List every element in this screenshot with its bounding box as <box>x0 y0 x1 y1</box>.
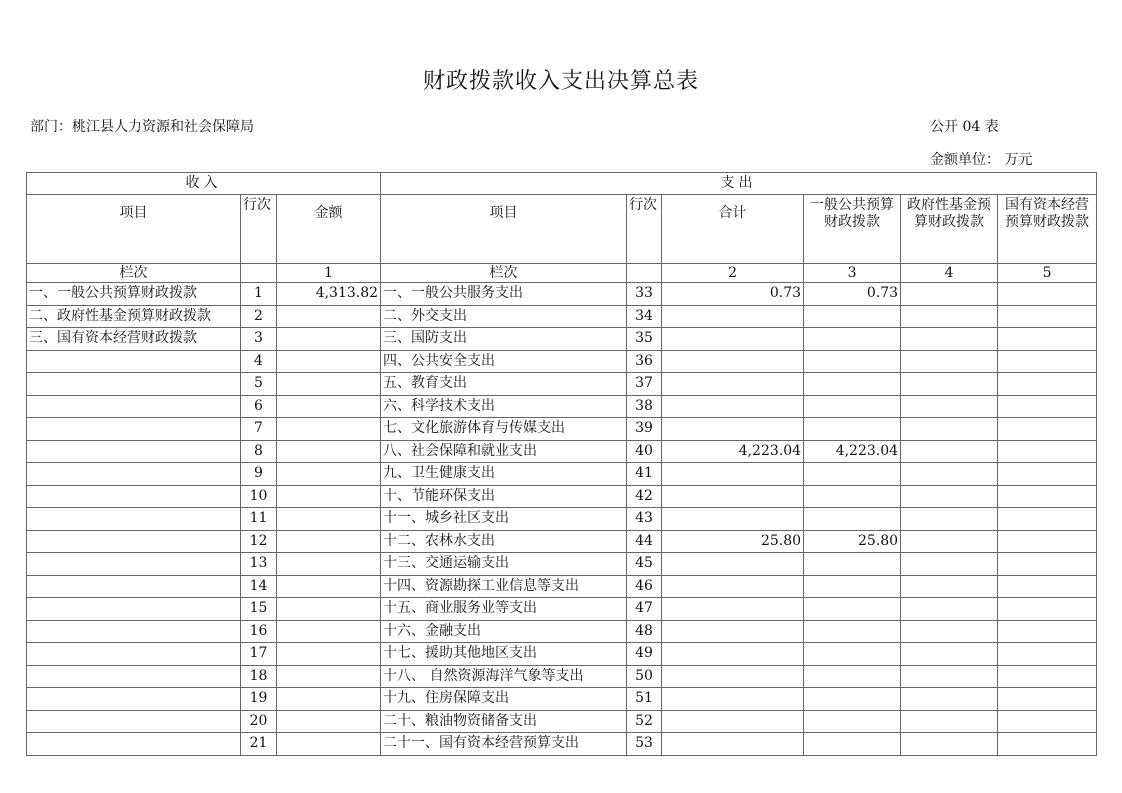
total-cell <box>662 620 804 643</box>
expense-row-no-cell: 36 <box>627 350 662 373</box>
income-row-no-cell: 21 <box>241 733 277 756</box>
soe-budget-cell <box>998 283 1097 306</box>
income-item-cell <box>27 395 241 418</box>
table-row <box>27 553 1097 576</box>
soe-budget-cell <box>998 485 1097 508</box>
header-row-column-numbers <box>27 264 1097 283</box>
expense-item-header: 项目 <box>381 195 627 264</box>
total-cell: 0.73 <box>662 283 804 306</box>
income-row-no-cell: 3 <box>241 328 277 351</box>
table-row <box>27 665 1097 688</box>
general-budget-cell <box>804 373 901 396</box>
table-row <box>27 710 1097 733</box>
fund-budget-cell <box>901 620 998 643</box>
income-amount-cell <box>277 485 381 508</box>
income-item-cell <box>27 418 241 441</box>
soe-budget-cell <box>998 665 1097 688</box>
expense-item-cell: 十三、交通运输支出 <box>381 553 627 576</box>
expense-item-cell: 十九、住房保障支出 <box>381 688 627 711</box>
income-item-cell <box>27 373 241 396</box>
income-row-no-cell: 19 <box>241 688 277 711</box>
col-3-label: 3 <box>804 264 901 283</box>
income-amount-cell <box>277 643 381 666</box>
expense-row-no-header: 行次 <box>627 195 662 264</box>
income-item-cell <box>27 485 241 508</box>
expense-item-cell: 五、教育支出 <box>381 373 627 396</box>
general-budget-cell <box>804 328 901 351</box>
expense-header: 支出 <box>381 173 1097 195</box>
income-item-cell <box>27 643 241 666</box>
soe-budget-cell <box>998 373 1097 396</box>
fund-budget-cell <box>901 688 998 711</box>
fund-budget-cell <box>901 283 998 306</box>
col-2-label: 2 <box>662 264 804 283</box>
table-row <box>27 508 1097 531</box>
table-row <box>27 395 1097 418</box>
soe-budget-cell <box>998 508 1097 531</box>
income-item-cell <box>27 688 241 711</box>
income-amount-cell <box>277 620 381 643</box>
expense-row-no-cell: 53 <box>627 733 662 756</box>
total-cell <box>662 463 804 486</box>
fund-budget-cell <box>901 710 998 733</box>
soe-budget-cell <box>998 418 1097 441</box>
page-title: 财政拨款收入支出决算总表 <box>422 69 699 94</box>
total-cell: 25.80 <box>662 530 804 553</box>
total-cell <box>662 575 804 598</box>
general-budget-cell <box>804 688 901 711</box>
income-amount-cell <box>277 530 381 553</box>
fund-budget-cell <box>901 643 998 666</box>
expense-item-cell: 九、卫生健康支出 <box>381 463 627 486</box>
general-budget-cell <box>804 553 901 576</box>
income-row-no-cell: 15 <box>241 598 277 621</box>
soe-budget-cell <box>998 350 1097 373</box>
expense-row-no-cell: 37 <box>627 373 662 396</box>
income-row-no-cell: 6 <box>241 395 277 418</box>
expense-row-no-cell: 34 <box>627 305 662 328</box>
general-budget-header: 一般公共预算 财政拨款 <box>804 195 901 264</box>
income-item-cell <box>27 350 241 373</box>
expense-row-no-cell: 41 <box>627 463 662 486</box>
total-cell <box>662 350 804 373</box>
soe-budget-cell <box>998 688 1097 711</box>
total-cell <box>662 305 804 328</box>
fund-budget-cell <box>901 350 998 373</box>
general-budget-cell <box>804 598 901 621</box>
fund-budget-cell <box>901 733 998 756</box>
expense-item-cell: 一、一般公共服务支出 <box>381 283 627 306</box>
expense-item-cell: 二十、粮油物资储备支出 <box>381 710 627 733</box>
soe-budget-cell <box>998 710 1097 733</box>
form-number: 公开 04 表 <box>930 119 999 135</box>
income-amount-cell <box>277 688 381 711</box>
expense-column-label: 栏次 <box>381 264 627 283</box>
table-row <box>27 305 1097 328</box>
table-row <box>27 688 1097 711</box>
fund-budget-cell <box>901 553 998 576</box>
income-row-no-header: 行次 <box>241 195 277 264</box>
total-cell <box>662 328 804 351</box>
income-item-cell <box>27 508 241 531</box>
expense-row-no-cell: 39 <box>627 418 662 441</box>
general-budget-cell <box>804 508 901 531</box>
fund-budget-header: 政府性基金预算财政拨款 <box>901 195 998 264</box>
expense-row-no-cell: 51 <box>627 688 662 711</box>
income-amount-cell <box>277 733 381 756</box>
table-row <box>27 463 1097 486</box>
table-row <box>27 328 1097 351</box>
income-amount-cell <box>277 710 381 733</box>
expense-item-cell: 七、文化旅游体育与传媒支出 <box>381 418 627 441</box>
fund-budget-cell <box>901 598 998 621</box>
income-amount-cell <box>277 665 381 688</box>
general-budget-cell: 0.73 <box>804 283 901 306</box>
income-item-cell <box>27 575 241 598</box>
amount-unit: 金额单位： 万元 <box>930 152 1033 168</box>
income-item-cell <box>27 665 241 688</box>
total-header: 合计 <box>662 195 804 264</box>
table-row <box>27 283 1097 306</box>
expense-row-no-cell: 47 <box>627 598 662 621</box>
total-cell <box>662 733 804 756</box>
total-cell <box>662 553 804 576</box>
table-row <box>27 643 1097 666</box>
expense-item-cell: 六、科学技术支出 <box>381 395 627 418</box>
soe-budget-cell <box>998 440 1097 463</box>
soe-budget-cell <box>998 575 1097 598</box>
general-budget-cell <box>804 643 901 666</box>
soe-budget-cell <box>998 620 1097 643</box>
expense-item-cell: 十一、城乡社区支出 <box>381 508 627 531</box>
income-row-no-cell: 16 <box>241 620 277 643</box>
soe-budget-cell <box>998 733 1097 756</box>
income-amount-cell <box>277 508 381 531</box>
table-row <box>27 350 1097 373</box>
income-amount-cell: 4,313.82 <box>277 283 381 306</box>
table-row <box>27 418 1097 441</box>
income-item-cell <box>27 598 241 621</box>
income-amount-cell <box>277 373 381 396</box>
expense-row-no-cell: 49 <box>627 643 662 666</box>
expense-row-no-cell: 44 <box>627 530 662 553</box>
income-amount-cell <box>277 440 381 463</box>
expense-item-cell: 十五、商业服务业等支出 <box>381 598 627 621</box>
table-row <box>27 598 1097 621</box>
expense-item-cell: 十二、农林水支出 <box>381 530 627 553</box>
income-amount-cell <box>277 575 381 598</box>
income-amount-cell <box>277 350 381 373</box>
income-amount-cell <box>277 463 381 486</box>
income-amount-cell <box>277 305 381 328</box>
expense-row-no-cell: 52 <box>627 710 662 733</box>
expense-item-cell: 十六、金融支出 <box>381 620 627 643</box>
general-budget-cell <box>804 418 901 441</box>
soe-budget-cell <box>998 598 1097 621</box>
income-item-cell: 二、政府性基金预算财政拨款 <box>27 305 241 328</box>
general-budget-cell <box>804 620 901 643</box>
total-cell: 4,223.04 <box>662 440 804 463</box>
table-row <box>27 620 1097 643</box>
general-budget-cell <box>804 665 901 688</box>
soe-budget-header: 国有资本经营 预算财政拨款 <box>998 195 1097 264</box>
income-amount-cell <box>277 418 381 441</box>
header-row-columns <box>27 195 1097 264</box>
soe-budget-cell <box>998 643 1097 666</box>
col-5-label: 5 <box>998 264 1097 283</box>
income-row-no-cell: 11 <box>241 508 277 531</box>
table-row <box>27 373 1097 396</box>
expense-item-cell: 二、外交支出 <box>381 305 627 328</box>
fund-budget-cell <box>901 485 998 508</box>
income-item-cell <box>27 530 241 553</box>
general-budget-cell <box>804 710 901 733</box>
general-budget-cell <box>804 733 901 756</box>
income-row-no-cell: 1 <box>241 283 277 306</box>
income-header: 收入 <box>27 173 381 195</box>
soe-budget-cell <box>998 305 1097 328</box>
table-row <box>27 530 1097 553</box>
total-cell <box>662 508 804 531</box>
income-item-cell <box>27 710 241 733</box>
expense-row-no-cell: 42 <box>627 485 662 508</box>
soe-budget-cell <box>998 530 1097 553</box>
expense-item-cell: 八、社会保障和就业支出 <box>381 440 627 463</box>
expense-item-cell: 十八、 自然资源海洋气象等支出 <box>381 665 627 688</box>
total-cell <box>662 418 804 441</box>
general-budget-cell <box>804 463 901 486</box>
expense-row-no-cell: 46 <box>627 575 662 598</box>
general-budget-cell <box>804 350 901 373</box>
expense-row-no-cell: 43 <box>627 508 662 531</box>
fund-budget-cell <box>901 440 998 463</box>
fiscal-summary-table <box>26 172 1097 756</box>
income-row-no-cell: 20 <box>241 710 277 733</box>
col-4-label: 4 <box>901 264 998 283</box>
department-label: 部门：桃江县人力资源和社会保障局 <box>30 119 254 135</box>
total-cell <box>662 598 804 621</box>
total-cell <box>662 373 804 396</box>
soe-budget-cell <box>998 553 1097 576</box>
income-row-no-cell: 18 <box>241 665 277 688</box>
income-amount-cell <box>277 395 381 418</box>
income-amount-cell <box>277 553 381 576</box>
total-cell <box>662 485 804 508</box>
income-amount-header: 金额 <box>277 195 381 264</box>
income-item-cell <box>27 463 241 486</box>
expense-item-cell: 二十一、国有资本经营预算支出 <box>381 733 627 756</box>
total-cell <box>662 710 804 733</box>
income-row-no-cell: 12 <box>241 530 277 553</box>
fund-budget-cell <box>901 665 998 688</box>
col-1-label: 1 <box>277 264 381 283</box>
income-item-header: 项目 <box>27 195 241 264</box>
expense-item-cell: 十、节能环保支出 <box>381 485 627 508</box>
expense-row-no-cell: 40 <box>627 440 662 463</box>
expense-item-cell: 十四、资源勘探工业信息等支出 <box>381 575 627 598</box>
total-cell <box>662 395 804 418</box>
income-row-no-cell: 17 <box>241 643 277 666</box>
income-item-cell: 三、国有资本经营财政拨款 <box>27 328 241 351</box>
fund-budget-cell <box>901 463 998 486</box>
expense-row-no-cell: 48 <box>627 620 662 643</box>
table-row <box>27 440 1097 463</box>
table-row <box>27 733 1097 756</box>
fund-budget-cell <box>901 328 998 351</box>
income-column-label: 栏次 <box>27 264 241 283</box>
table-row <box>27 485 1097 508</box>
general-budget-cell <box>804 395 901 418</box>
fund-budget-cell <box>901 530 998 553</box>
general-budget-cell <box>804 305 901 328</box>
income-item-cell <box>27 733 241 756</box>
general-budget-cell <box>804 485 901 508</box>
income-item-cell <box>27 620 241 643</box>
income-amount-cell <box>277 328 381 351</box>
income-row-no-cell: 5 <box>241 373 277 396</box>
header-row-sections <box>27 173 1097 195</box>
expense-item-cell: 三、国防支出 <box>381 328 627 351</box>
income-item-cell: 一、一般公共预算财政拨款 <box>27 283 241 306</box>
income-row-no-cell: 14 <box>241 575 277 598</box>
income-row-no-cell: 2 <box>241 305 277 328</box>
total-cell <box>662 643 804 666</box>
expense-row-no-cell: 35 <box>627 328 662 351</box>
general-budget-cell <box>804 575 901 598</box>
expense-row-no-cell: 50 <box>627 665 662 688</box>
income-row-no-cell: 9 <box>241 463 277 486</box>
expense-item-cell: 十七、援助其他地区支出 <box>381 643 627 666</box>
fund-budget-cell <box>901 418 998 441</box>
income-item-cell <box>27 440 241 463</box>
soe-budget-cell <box>998 328 1097 351</box>
expense-row-no-cell: 38 <box>627 395 662 418</box>
fund-budget-cell <box>901 373 998 396</box>
soe-budget-cell <box>998 395 1097 418</box>
income-row-no-cell: 8 <box>241 440 277 463</box>
fund-budget-cell <box>901 305 998 328</box>
fund-budget-cell <box>901 395 998 418</box>
fund-budget-cell <box>901 575 998 598</box>
expense-row-no-cell: 33 <box>627 283 662 306</box>
income-row-no-cell: 10 <box>241 485 277 508</box>
table-row <box>27 575 1097 598</box>
general-budget-cell: 4,223.04 <box>804 440 901 463</box>
soe-budget-cell <box>998 463 1097 486</box>
income-amount-cell <box>277 598 381 621</box>
expense-item-cell: 四、公共安全支出 <box>381 350 627 373</box>
income-item-cell <box>27 553 241 576</box>
expense-row-no-cell: 45 <box>627 553 662 576</box>
income-row-no-cell: 4 <box>241 350 277 373</box>
total-cell <box>662 665 804 688</box>
fund-budget-cell <box>901 508 998 531</box>
general-budget-cell: 25.80 <box>804 530 901 553</box>
income-row-no-cell: 13 <box>241 553 277 576</box>
total-cell <box>662 688 804 711</box>
income-row-no-cell: 7 <box>241 418 277 441</box>
